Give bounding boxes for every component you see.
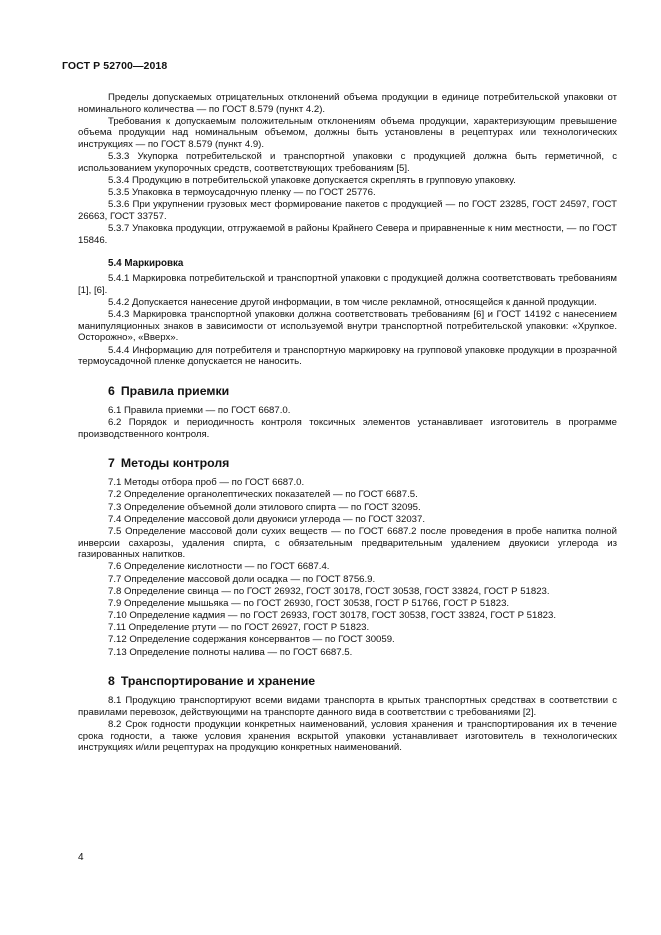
paragraph: 7.8 Определение свинца — по ГОСТ 26932, ГОСТ 30178, ГОСТ 30538, ГОСТ 33824, ГОСТ Р 51823. <box>108 585 550 597</box>
paragraph: Требования к допускаемым положительным отклонениям объема продукции, характеризующим превышение объема продукции над номинальным объемом, должны быть установлены в рецептурах или технологических инструкциях — по ГОСТ 8.579 (пункт 4.9). <box>78 115 617 150</box>
section-5-3-continued <box>78 92 617 246</box>
section-heading <box>108 456 617 470</box>
section-title: Методы контроля <box>120 456 230 471</box>
paragraph: 7.3 Определение объемной доли этилового спирта — по ГОСТ 32095. <box>108 501 421 513</box>
paragraph: 7.9 Определение мышьяка — по ГОСТ 26930, ГОСТ 30538, ГОСТ Р 51766, ГОСТ Р 51823. <box>108 597 510 609</box>
section-7 <box>78 456 617 658</box>
paragraph: 7.10 Определение кадмия — по ГОСТ 26933, ГОСТ 30178, ГОСТ 30538, ГОСТ 33824, ГОСТ Р 51823. <box>108 610 556 622</box>
paragraph: 7.6 Определение кислотности — по ГОСТ 6687.4. <box>108 561 330 573</box>
section-number: 7 <box>108 456 115 471</box>
paragraph: 7.7 Определение массовой доли осадка — по ГОСТ 8756.9. <box>108 573 376 585</box>
paragraph: Пределы допускаемых отрицательных отклонений объема продукции в единице потребительской упаковки от номинального количества — по ГОСТ 8.579 (пункт 4.2). <box>78 92 617 115</box>
paragraph: 6.1 Правила приемки — по ГОСТ 6687.0. <box>108 404 291 416</box>
document-id-header: ГОСТ Р 52700—2018 <box>62 60 168 72</box>
section-number: 6 <box>108 383 115 398</box>
paragraph: 7.4 Определение массовой доли двуокиси углерода — по ГОСТ 32037. <box>108 513 425 525</box>
paragraph: 6.2 Порядок и периодичность контроля токсичных элементов устанавливает изготовитель в программе производственного контроля. <box>78 417 617 440</box>
paragraph: 5.3.3 Укупорка потребительской и транспортной упаковки с продукцией должна быть герметичной, с использованием укупорочных средств, соответствующих требованиям [5]. <box>78 151 617 174</box>
paragraph: 5.4.3 Маркировка транспортной упаковки должна соответствовать требованиям [6] и ГОСТ 14192 с нанесением манипуляционных знаков в зависимости от используемой внутри транспортной потребительской упаковки: «Хрупкое. Осторожно», «Вверх». <box>78 309 617 344</box>
section-heading <box>108 674 617 688</box>
section-title: Правила приемки <box>120 383 230 398</box>
page-number: 4 <box>78 852 84 863</box>
section-number: 8 <box>108 674 115 689</box>
paragraph: 7.12 Определение содержания консервантов — по ГОСТ 30059. <box>108 634 395 646</box>
section-8 <box>78 674 617 754</box>
paragraph: 5.4.2 Допускается нанесение другой информации, в том числе рекламной, относящейся к данной продукции. <box>108 297 597 309</box>
paragraph: 7.2 Определение органолептических показателей — по ГОСТ 6687.5. <box>108 489 418 501</box>
paragraph: 5.3.6 При укрупнении грузовых мест формирование пакетов с продукцией — по ГОСТ 23285, ГОСТ 24597, ГОСТ 26663, ГОСТ 33757. <box>78 199 617 222</box>
paragraph: 5.4.1 Маркировка потребительской и транспортной упаковки с продукцией должна соответствовать требованиям [1], [6]. <box>78 273 617 296</box>
section-heading <box>108 384 617 398</box>
subsection-title: 5.4 Маркировка <box>108 258 184 270</box>
section-5-4 <box>78 258 617 368</box>
paragraph: 5.4.4 Информацию для потребителя и транспортную маркировку на групповой упаковке продукции в прозрачной термоусадочной пленке допускается не наносить. <box>78 344 617 368</box>
paragraph: 7.13 Определение полноты налива — по ГОСТ 6687.5. <box>108 646 353 658</box>
paragraph: 5.3.5 Упаковка в термоусадочную пленку — по ГОСТ 25776. <box>108 187 376 199</box>
section-6 <box>78 384 617 440</box>
paragraph: 7.1 Методы отбора проб — по ГОСТ 6687.0. <box>108 477 305 489</box>
paragraph: 8.2 Срок годности продукции конкретных наименований, условия хранения и транспортирования их в течение срока годности, а также условия хранения вскрытой упаковки устанавливает изготовитель в технологических инструкциях и/или рецептурах на продукцию конкретных наименований. <box>78 719 617 754</box>
paragraph: 8.1 Продукцию транспортируют всеми видами транспорта в крытых транспортных средствах в соответствии с правилами перевозок, действующими на транспорте данного вида в соответствии с требованиями [2]. <box>78 695 617 718</box>
section-title: Транспортирование и хранение <box>120 674 316 689</box>
paragraph: 5.3.7 Упаковка продукции, отгружаемой в районы Крайнего Севера и приравненные к ним местности, — по ГОСТ 15846. <box>78 223 617 246</box>
paragraph: 5.3.4 Продукцию в потребительской упаковке допускается скреплять в групповую упаковку. <box>108 174 516 186</box>
page-content <box>78 92 617 754</box>
paragraph: 7.11 Определение ртути — по ГОСТ 26927, ГОСТ Р 51823. <box>108 622 370 634</box>
paragraph: 7.5 Определение массовой доли сухих веществ — по ГОСТ 6687.2 после проведения в пробе напитка полной инверсии сахарозы, удаления спирта, с обязательным предварительным удалением двуокиси углерода из газированных напитков. <box>78 525 617 561</box>
